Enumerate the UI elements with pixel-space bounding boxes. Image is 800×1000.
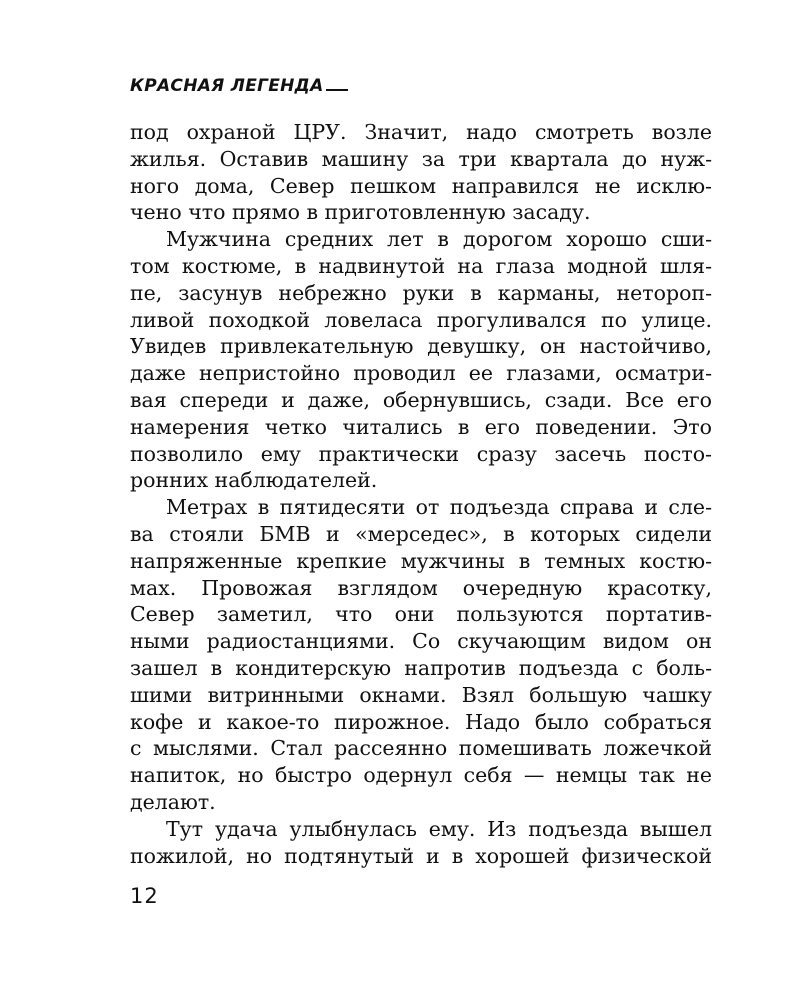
text-line: ронних наблюдателей. — [130, 468, 378, 493]
text-line: делают. — [130, 789, 216, 814]
text-line: даже непристойно проводил ее глазами, осматри- — [130, 361, 712, 386]
text-line: том костюме, в надвинутой на глаза модной шля- — [130, 253, 712, 278]
text-line: ного дома, Север пешком направился не исклю- — [130, 173, 712, 198]
page-number: 12 — [130, 884, 159, 908]
text-line: кофе и какое-то пирожное. Надо было собраться — [130, 709, 712, 734]
text-line: пожилой, но подтянутый и в хорошей физической — [130, 843, 712, 868]
text-line: позволило ему практически сразу засечь посто- — [130, 441, 712, 466]
text-line: напиток, но быстро одернул себя — немцы так не — [130, 763, 712, 788]
text-line: ливой походкой ловеласа прогуливался по улице. — [130, 307, 712, 332]
text-line: чено что прямо в приготовленную засаду. — [130, 200, 591, 225]
text-line: Увидев привлекательную девушку, он настойчиво, — [130, 334, 712, 359]
text-line: мах. Провожая взглядом очередную красотку, — [130, 575, 712, 600]
text-line: под охраной ЦРУ. Значит, надо смотреть возле — [130, 120, 712, 144]
text-line: зашел в кондитерскую напротив подъезда с боль- — [130, 655, 712, 680]
text-line: ва стояли БМВ и «мерседес», в которых сидели — [130, 521, 712, 546]
running-head — [130, 76, 348, 96]
text-line: Север заметил, что они пользуются портатив- — [130, 602, 712, 627]
text-line: с мыслями. Стал рассеянно помешивать ложечкой — [130, 736, 712, 761]
text-line: намерения четко читались в его поведении. Это — [130, 414, 712, 439]
text-line: пе, засунув небрежно руки в карманы, нетороп- — [130, 280, 712, 305]
text-line: вая спереди и даже, обернувшись, сзади. Все его — [130, 387, 712, 412]
text-line: жилья. Оставив машину за три квартала до нуж- — [130, 146, 712, 171]
text-line: ными радиостанциями. Со скучающим видом он — [130, 629, 712, 654]
text-line: Тут удача улыбнулась ему. Из подъезда вышел — [166, 816, 712, 841]
body-text — [130, 119, 712, 869]
text-line: Метрах в пятидесяти от подъезда справа и сле- — [166, 495, 712, 520]
text-line: Мужчина средних лет в дорогом хорошо сши- — [166, 227, 712, 252]
text-line: шими витринными окнами. Взял большую чашку — [130, 682, 712, 707]
running-head-rule — [326, 89, 348, 91]
running-head-title: КРАСНАЯ ЛЕГЕНДА — [130, 76, 324, 96]
text-line: напряженные крепкие мужчины в темных костю- — [130, 548, 712, 573]
